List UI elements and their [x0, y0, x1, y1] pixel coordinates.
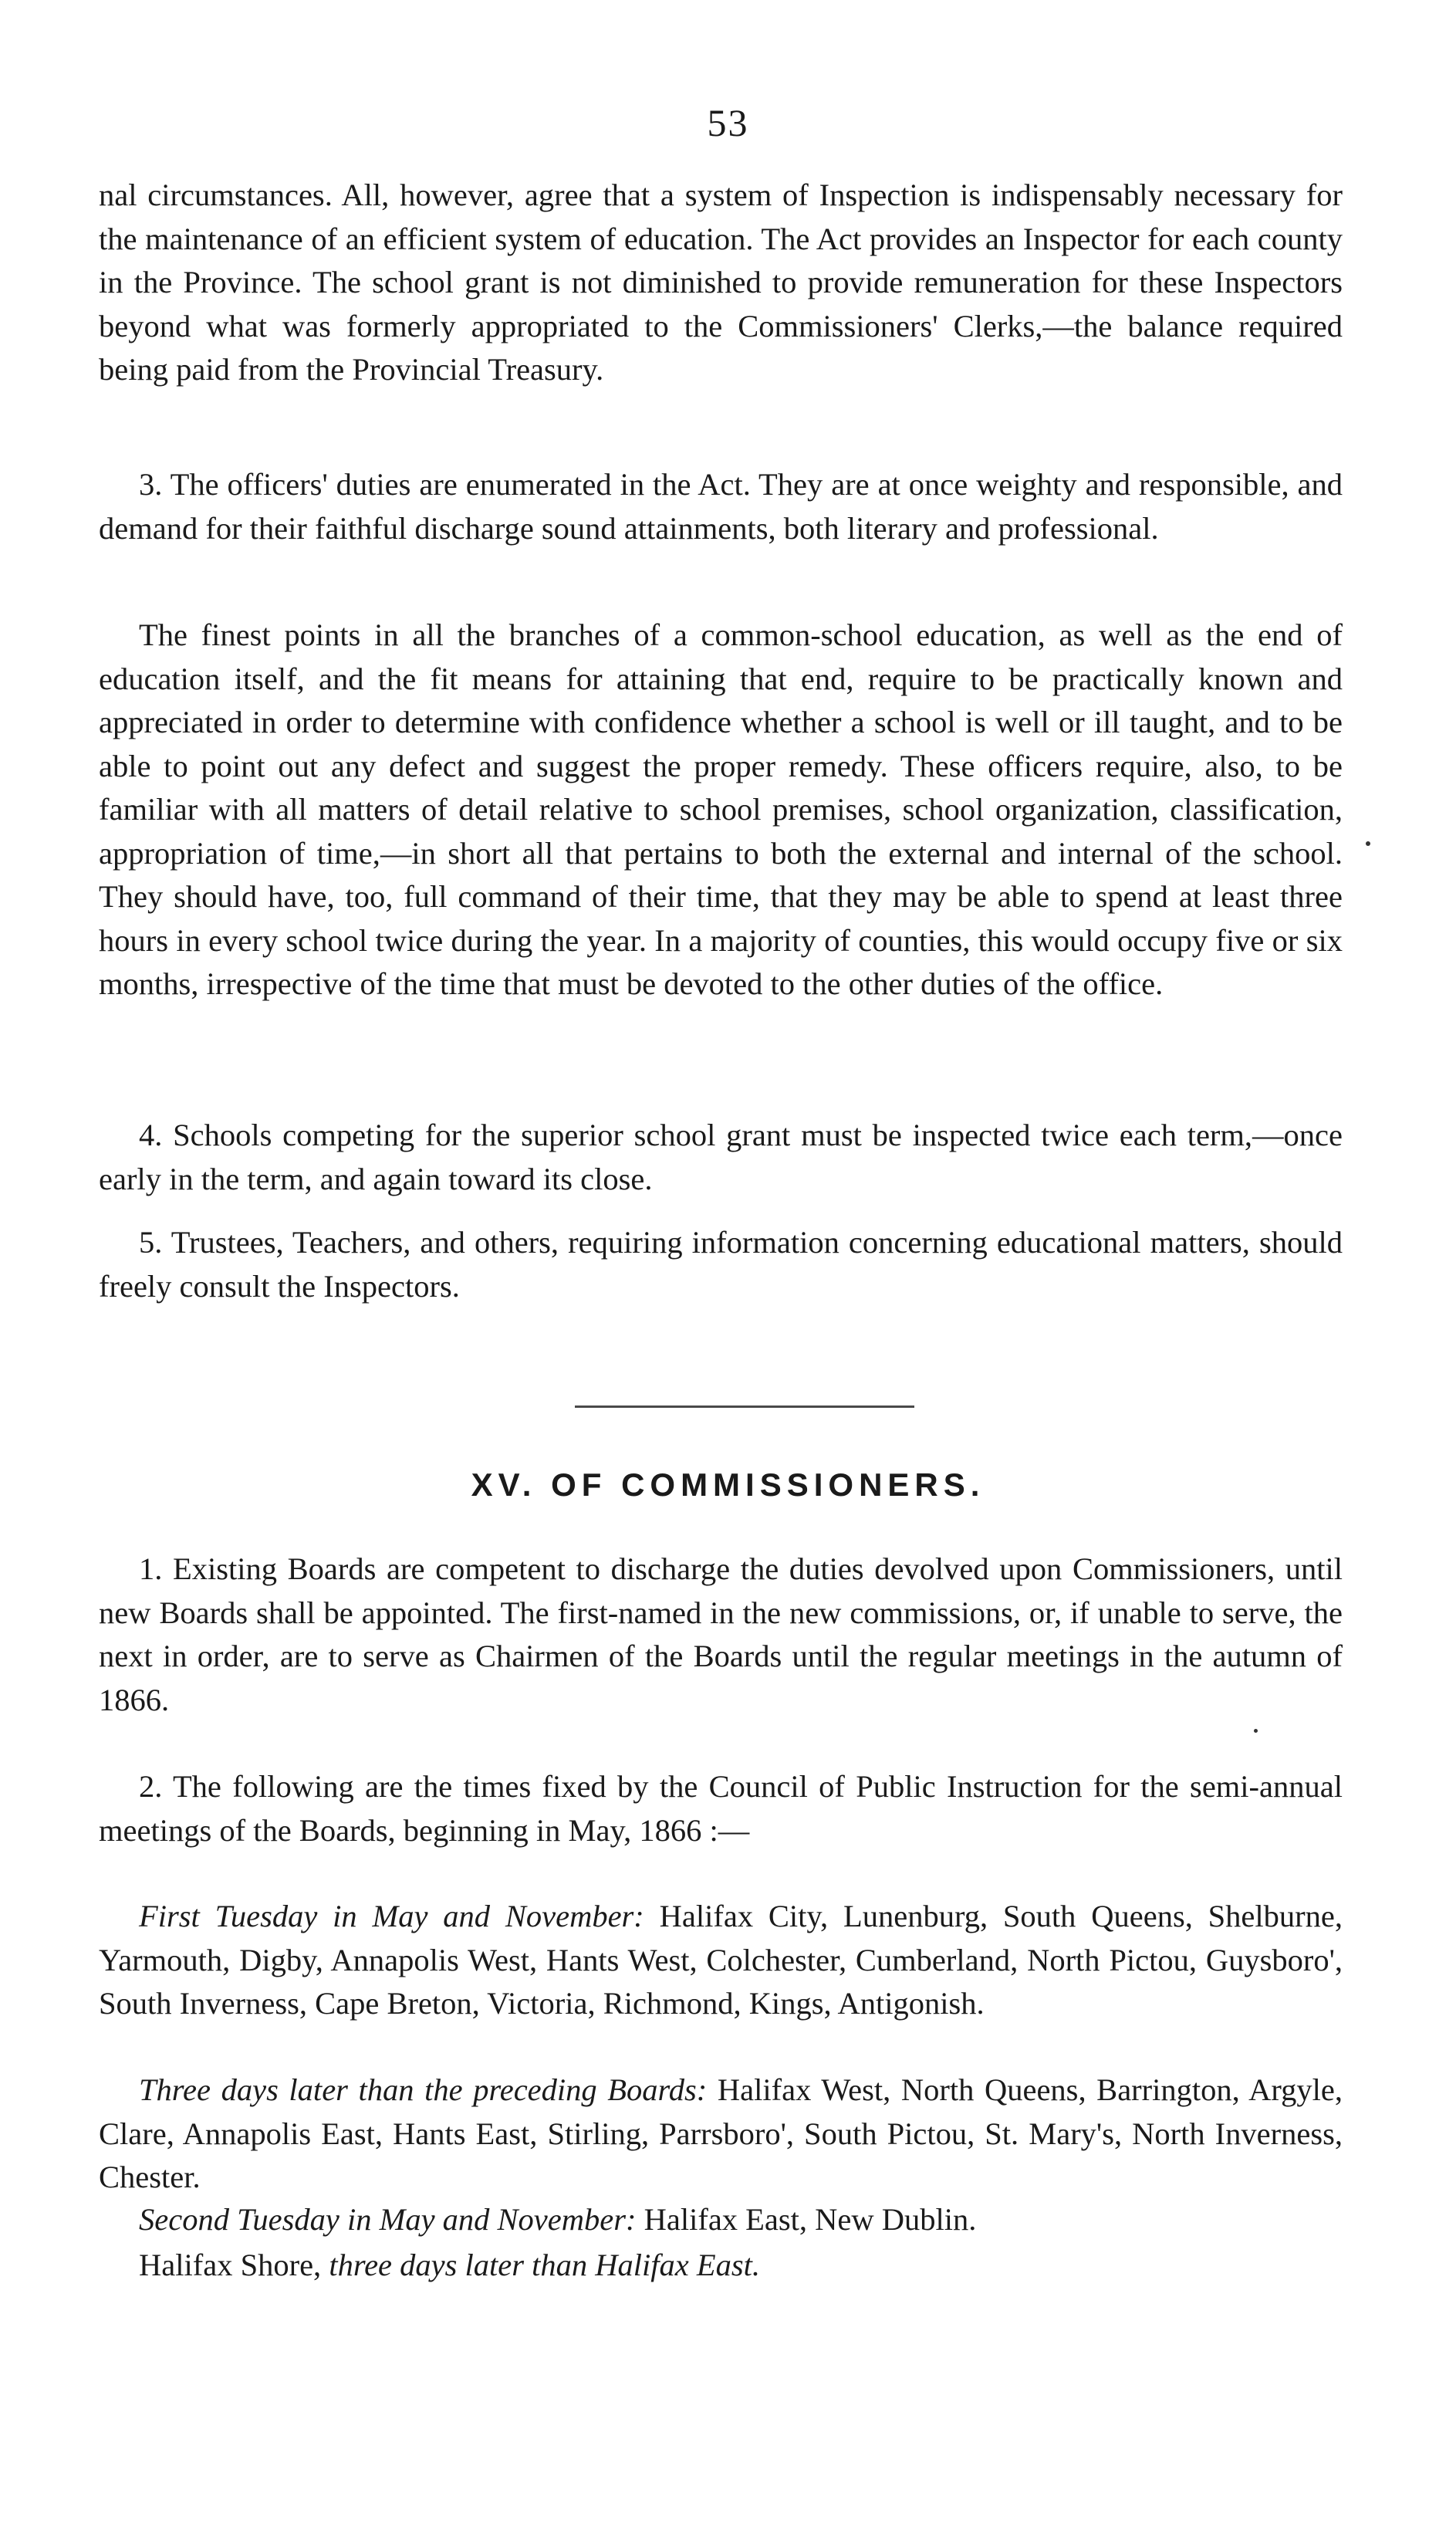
schedule-second-tuesday [99, 2198, 1343, 2242]
schedule-second-list: Halifax East, New Dublin. [644, 2202, 977, 2237]
paragraph-superior-schools: 4. Schools competing for the superior school grant must be inspected twice each term,—once early in the term, and again toward its close. [99, 1118, 1343, 1196]
schedule-second-label: Second Tuesday in May and November: [139, 2202, 637, 2237]
schedule-halifax-shore [99, 2244, 1343, 2288]
page-number: 53 [707, 101, 749, 144]
schedule-first-list: Halifax City, Lunenburg, South Queens, Shelburne, Yarmouth, Digby, Annapolis West, Hants West, Colchester, Cumberland, North Pictou, Guysboro', South Inverness, Cape Breton, Victoria, Richmond, Kings, Antigonish. [99, 1899, 1343, 2021]
schedule-first-tuesday [99, 1895, 1343, 2026]
print-speck [1254, 1729, 1258, 1733]
schedule-three-days-later [99, 2069, 1343, 2200]
paragraph-officers-duties: 3. The officers' duties are enumerated in the Act. They are at once weighty and responsible, and demand for their faithful discharge sound attainments, both literary and professional. [99, 467, 1343, 546]
section-heading: XV. OF COMMISSIONERS. [471, 1466, 985, 1503]
section-divider [575, 1405, 914, 1408]
paragraph-finest-points: The finest points in all the branches of a common-school education, as well as the end of education itself, and the fit means for attaining that end, require to be practically known and appreciated in order to determine with confidence whether a school is well or ill taught, and to be able to point out any defect and suggest the proper remedy. These officers require, also, to be familiar with all matters of detail relative to school premises, school organization, classification, appropriation of time,—in short all that pertains to both the external and internal of the school. They should have, too, full command of their time, that they may be able to spend at least three hours in every school twice during the year. In a majority of counties, this would occupy five or six months, irrespective of the time that must be devoted to the other duties of the office. [99, 617, 1343, 1001]
schedule-three-list: Halifax West, North Queens, Barrington, Argyle, Clare, Annapolis East, Hants East, Stirling, Parrsboro', South Pictou, St. Mary's, North Inverness, Chester. [99, 2072, 1343, 2194]
paragraph-existing-boards: 1. Existing Boards are competent to discharge the duties devolved upon Commissioners, until new Boards shall be appointed. The first-named in the new commissions, or, if unable to serve, the next in order, are to serve as Chairmen of the Boards until the regular meetings in the autumn of 1866. [99, 1551, 1343, 1717]
schedule-shore-suffix: three days later than Halifax East. [329, 2248, 760, 2282]
print-speck [1366, 841, 1370, 846]
schedule-three-label: Three days later than the preceding Boards: [139, 2072, 708, 2107]
schedule-shore-prefix: Halifax Shore, [139, 2248, 322, 2282]
paragraph-consult-inspectors: 5. Trustees, Teachers, and others, requiring information concerning educational matters, should freely consult the Inspectors. [99, 1225, 1343, 1304]
paragraph-meeting-times: 2. The following are the times fixed by the Council of Public Instruction for the semi-annual meetings of the Boards, beginning in May, 1866 :— [99, 1769, 1343, 1848]
schedule-first-label: First Tuesday in May and November: [139, 1899, 644, 1933]
paragraph-inspection-intro: nal circumstances. All, however, agree that a system of Inspection is indispensably necessary for the maintenance of an efficient system of education. The Act provides an Inspector for each county in the Province. The school grant is not diminished to provide remuneration for these Inspectors beyond what was formerly appropriated to the Commissioners' Clerks,—the balance required being paid from the Provincial Treasury. [99, 178, 1343, 387]
